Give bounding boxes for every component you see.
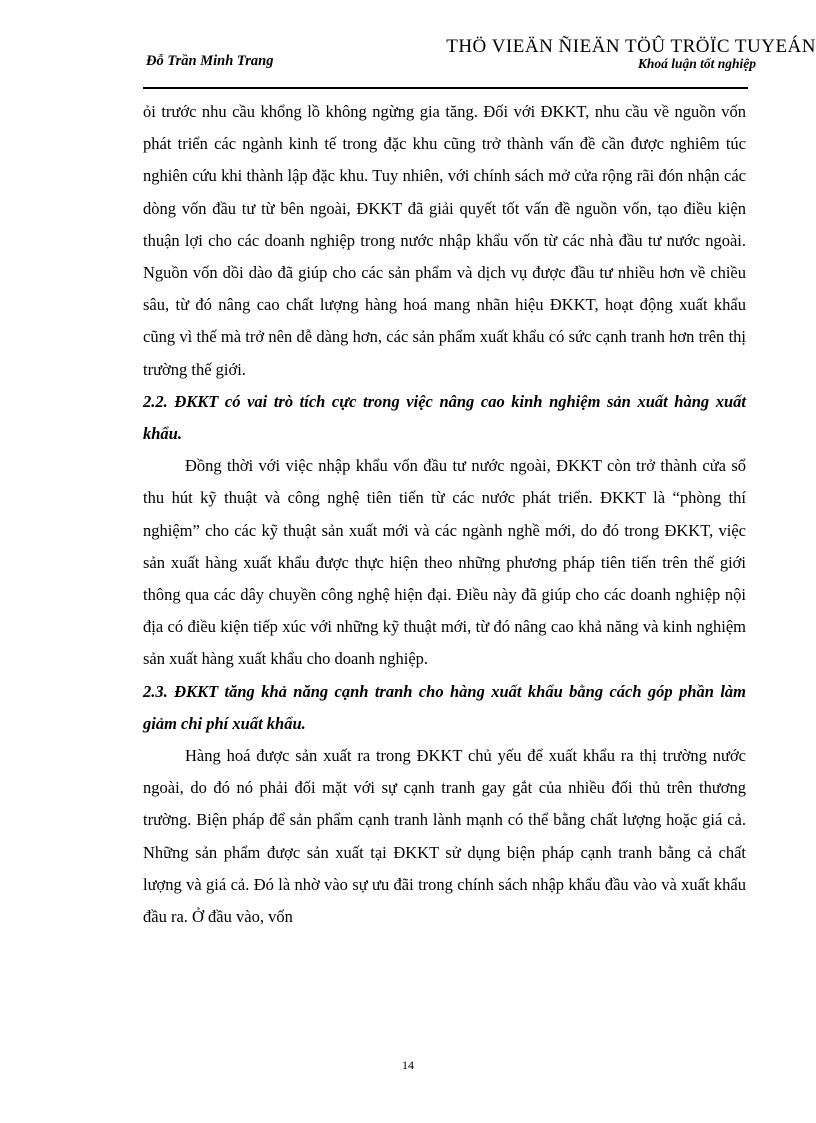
section-heading-2-3: 2.3. ĐKKT tăng khả năng cạnh tranh cho hàng xuất khẩu bằng cách góp phần làm giảm chi phí xuất khẩu. bbox=[143, 681, 746, 733]
header-document-type: Khoá luận tốt nghiệp bbox=[637, 56, 756, 71]
page-body bbox=[143, 96, 746, 933]
paragraph-2-3: Hàng hoá được sản xuất ra trong ĐKKT chủ yếu để xuất khẩu ra thị trường nước ngoài, do đó nó phải đối mặt với sự cạnh tranh gay gắt của nhiều đối thủ trên thương trường. Biện pháp để sản phẩm cạnh tranh lành mạnh có thể bằng chất lượng hoặc giá cả. Những sản phẩm được sản xuất tại ĐKKT sử dụng biện pháp cạnh tranh bằng cả chất lượng và giá cả. Đó là nhờ vào sự ưu đãi trong chính sách nhập khẩu đầu vào và xuất khẩu đầu ra. Ở đầu vào, vốn bbox=[143, 746, 746, 927]
paragraph-2-2: Đồng thời với việc nhập khẩu vốn đầu tư nước ngoài, ĐKKT còn trở thành cửa sổ thu hút kỹ thuật và công nghệ tiên tiến từ các nước phát triển. ĐKKT là “phòng thí nghiệm” cho các kỹ thuật sản xuất mới và các ngành nghề mới, do đó trong ĐKKT, việc sản xuất hàng xuất khẩu được thực hiện theo những phương pháp tiên tiến trên thế giới thông qua các dây chuyền công nghệ hiện đại. Điều này đã giúp cho các doanh nghiệp nội địa có điều kiện tiếp xúc với những kỹ thuật mới, từ đó nâng cao khả năng và kinh nghiệm sản xuất hàng xuất khẩu cho doanh nghiệp. bbox=[143, 456, 746, 669]
section-heading-2-2: 2.2. ĐKKT có vai trò tích cực trong việc nâng cao kinh nghiệm sản xuất hàng xuất khẩu. bbox=[143, 391, 746, 444]
header-divider bbox=[143, 87, 748, 89]
header-author: Đỗ Trần Minh Trang bbox=[146, 53, 274, 69]
page-number: 14 bbox=[402, 1058, 414, 1072]
header-watermark: THÖ VIEÄN ÑIEÄN TÖÛ TRÖÏC TUYEÁN bbox=[446, 36, 816, 57]
paragraph-intro: ỏi trước nhu cầu khổng lồ không ngừng gia tăng. Đối với ĐKKT, nhu cầu về nguồn vốn phát triển các ngành kinh tế trong đặc khu cũng trở thành vấn đề cần được nghiêm túc nghiên cứu khi thành lập đặc khu. Tuy nhiên, với chính sách mở cửa rộng rãi đón nhận các dòng vốn đầu tư từ bên ngoài, ĐKKT đã giải quyết tốt vấn đề nguồn vốn, tạo điều kiện thuận lợi cho các doanh nghiệp trong nước nhập khẩu vốn từ các nhà đầu tư nước ngoài. Nguồn vốn dồi dào đã giúp cho các sản phẩm và dịch vụ được đầu tư nhiều hơn về chiều sâu, từ đó nâng cao chất lượng hàng hoá mang nhãn hiệu ĐKKT, hoạt động xuất khẩu cũng vì thế mà trở nên dễ dàng hơn, các sản phẩm xuất khẩu có sức cạnh tranh hơn trên thị trường thế giới. bbox=[143, 102, 746, 379]
